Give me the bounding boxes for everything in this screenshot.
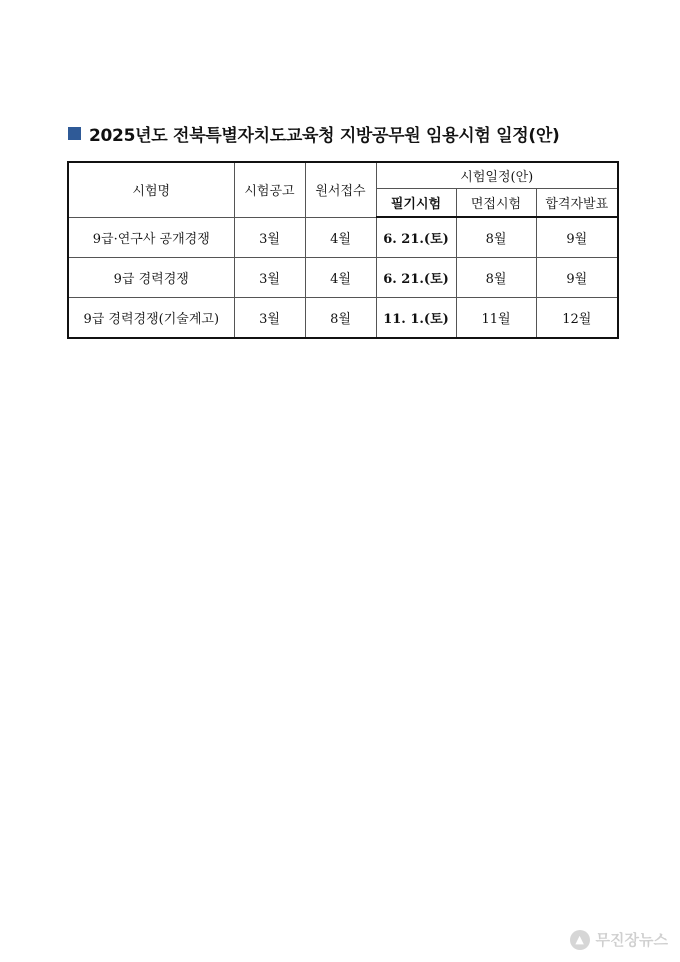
- header-schedule-group: 시험일정(안): [376, 162, 618, 189]
- exam-schedule-table: [67, 161, 619, 339]
- news-logo-icon: ▲: [570, 930, 590, 950]
- cell-announcement: 3월: [234, 258, 305, 298]
- cell-result: 9월: [536, 258, 618, 298]
- cell-application: 4월: [305, 217, 376, 258]
- cell-interview: 8월: [456, 258, 536, 298]
- cell-interview: 8월: [456, 217, 536, 258]
- cell-exam-name: 9급·연구사 공개경쟁: [68, 217, 234, 258]
- cell-exam-name: 9급 경력경쟁: [68, 258, 234, 298]
- table-row: [68, 298, 618, 339]
- square-bullet-icon: [68, 127, 81, 140]
- header-exam-name: 시험명: [68, 162, 234, 217]
- cell-application: 8월: [305, 298, 376, 339]
- cell-written-exam: 6. 21.(토): [376, 258, 456, 298]
- watermark-text: 무진장뉴스: [595, 931, 668, 949]
- table-row: [68, 258, 618, 298]
- table-row: [68, 217, 618, 258]
- cell-announcement: 3월: [234, 217, 305, 258]
- header-announcement: 시험공고: [234, 162, 305, 217]
- cell-result: 9월: [536, 217, 618, 258]
- header-interview: 면접시험: [456, 189, 536, 218]
- header-application: 원서접수: [305, 162, 376, 217]
- cell-written-exam: 11. 1.(토): [376, 298, 456, 339]
- cell-interview: 11월: [456, 298, 536, 339]
- heading-text: 2025년도 전북특별자치도교육청 지방공무원 임용시험 일정(안): [89, 126, 560, 146]
- header-result: 합격자발표: [536, 189, 618, 218]
- header-written-exam: 필기시험: [376, 189, 456, 218]
- cell-application: 4월: [305, 258, 376, 298]
- cell-result: 12월: [536, 298, 618, 339]
- cell-exam-name: 9급 경력경쟁(기술계고): [68, 298, 234, 339]
- cell-announcement: 3월: [234, 298, 305, 339]
- watermark: [570, 929, 668, 950]
- cell-written-exam: 6. 21.(토): [376, 217, 456, 258]
- document-heading: [68, 121, 559, 146]
